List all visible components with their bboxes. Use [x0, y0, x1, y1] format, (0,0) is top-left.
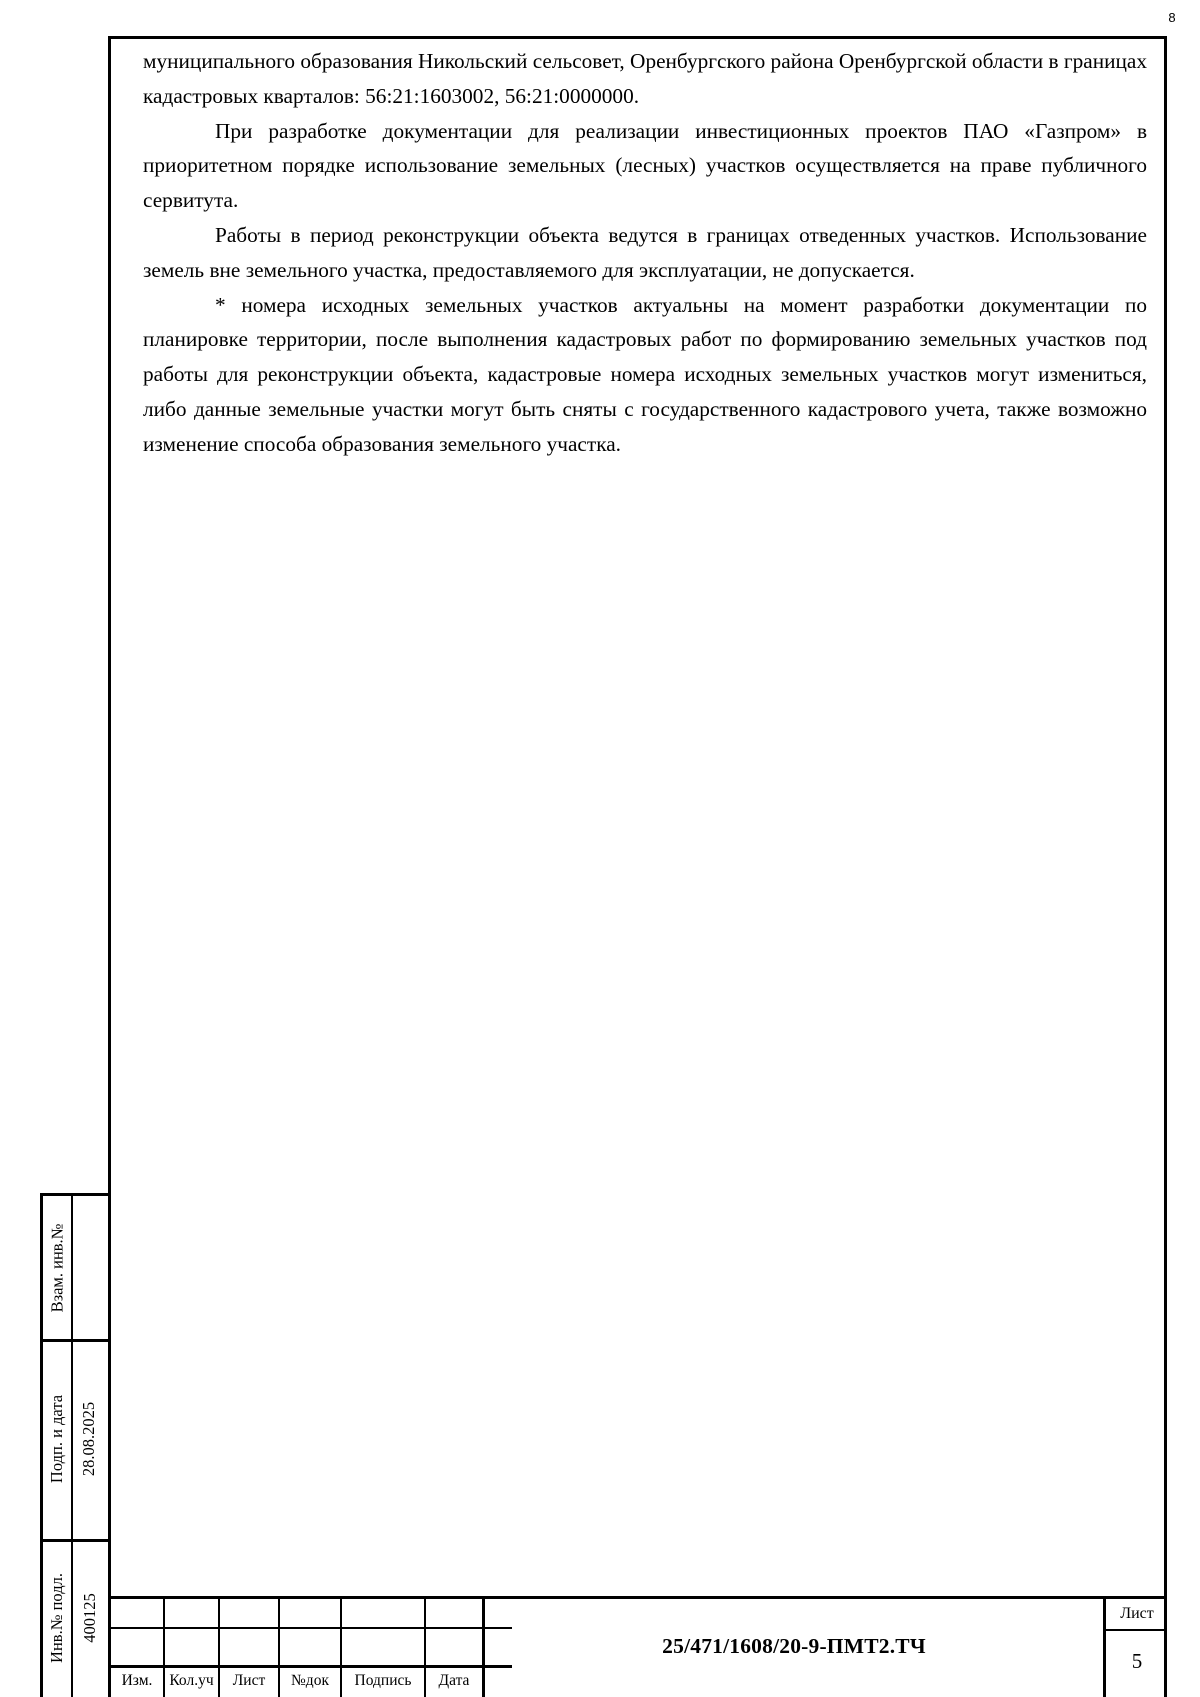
document-body [143, 44, 1147, 462]
title-block [111, 1596, 1167, 1697]
col-kol-uch: Кол.уч [169, 1672, 214, 1689]
side-stamp [40, 1193, 108, 1697]
podp-value-cell [71, 1339, 108, 1539]
page-number: 8 [1168, 10, 1176, 25]
paragraph-2: При разработке документации для реализации инвестиционных проектов ПАО «Газпром» в приоритетном порядке использование земельных (лесных) участков осуществляется на праве публичного сервитута. [143, 118, 1147, 213]
vzam-label: Взам. инв.№ [47, 1223, 67, 1312]
col-izm: Изм. [121, 1672, 153, 1689]
paragraph-3: Работы в период реконструкции объекта ведутся в границах отведенных участков. Использование земель вне земельного участка, предоставляемого для эксплуатации, не допускается. [143, 222, 1147, 282]
title-block-divider [111, 1627, 512, 1629]
col-ndok: №док [291, 1672, 329, 1689]
sheet-number: 5 [1131, 1649, 1143, 1673]
title-block-divider [111, 1665, 512, 1668]
podp-value: 28.08.2025 [79, 1401, 99, 1477]
paragraph-4: * номера исходных земельных участков актуальны на момент разработки документации по планировке территории, после выполнения кадастровых работ по формированию земельных участков под работы для реконструкции объекта, кадастровые номера исходных земельных участков могут измениться, либо данные земельные участки могут быть сняты с государственного кадастрового учета, также возможно изменение способа образования земельного участка. [143, 292, 1147, 456]
inv-value-cell [71, 1539, 108, 1697]
vzam-label-cell [43, 1196, 71, 1339]
col-data: Дата [438, 1672, 470, 1689]
inv-value: 400125 [79, 1593, 99, 1643]
col-podpis: Подпись [354, 1672, 412, 1689]
podp-label-cell [43, 1339, 71, 1539]
inv-label-cell [43, 1539, 71, 1697]
sheet-label: Лист [1120, 1605, 1154, 1622]
title-block-divider [1103, 1629, 1167, 1631]
col-list: Лист [232, 1672, 266, 1689]
podp-label: Подп. и дата [47, 1394, 66, 1484]
title-block-divider [1103, 1599, 1106, 1697]
inv-label: Инв.№ подл. [47, 1573, 67, 1663]
paragraph-1: муниципального образования Никольский сельсовет, Оренбургского района Оренбургской области в границах кадастровых кварталов: 56:21:1603002, 56:21:0000000. [143, 49, 1147, 108]
document-code: 25/471/1608/20-9-ПМТ2.ТЧ [662, 1634, 926, 1658]
